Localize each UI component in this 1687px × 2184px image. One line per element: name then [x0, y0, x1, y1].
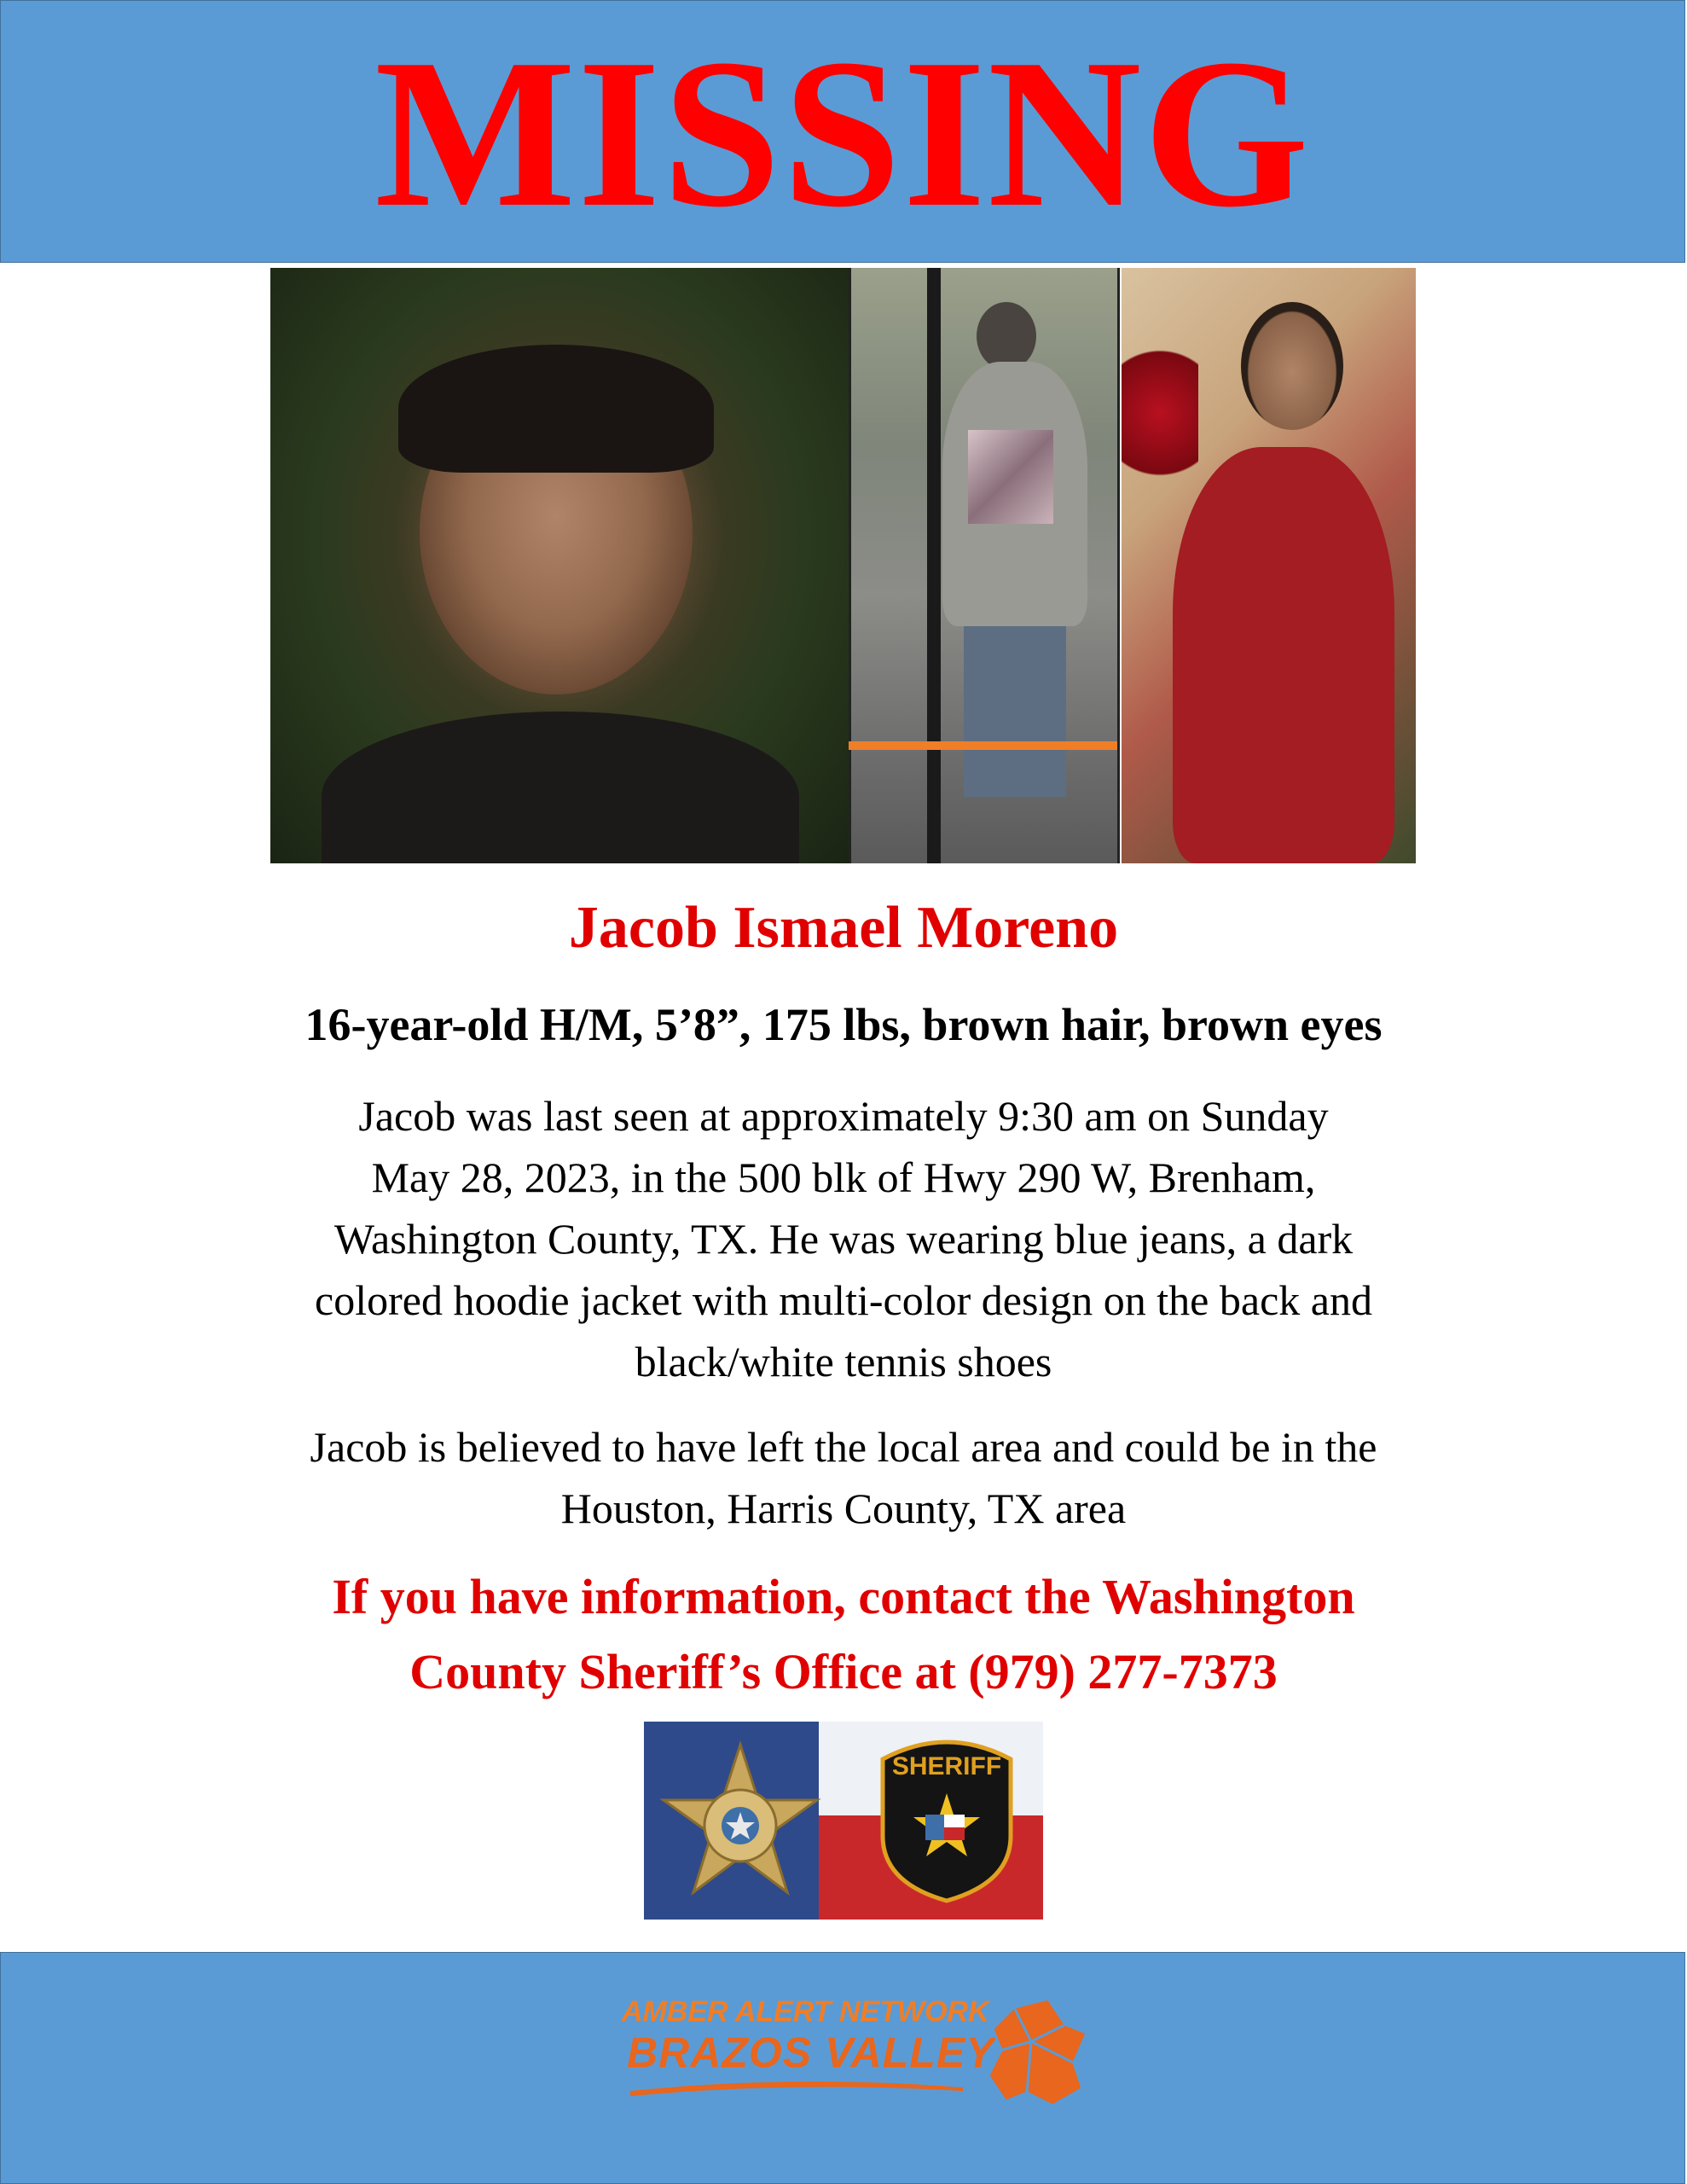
last-seen-paragraph: [0, 1085, 1687, 1392]
last-seen-line: Jacob was last seen at approximately 9:30 am on Sunday: [358, 1092, 1329, 1140]
red-shirt-photo: [1122, 268, 1416, 863]
sheriff-patch-icon: [874, 1734, 1019, 1904]
contact-line: If you have information, contact the Washington: [332, 1569, 1355, 1624]
amber-alert-logo: [622, 1995, 1099, 2140]
sheriff-star-icon: [659, 1740, 821, 1902]
patch-title: SHERIFF: [891, 1752, 1002, 1780]
location-line: Jacob is believed to have left the local area and could be in the: [310, 1423, 1377, 1471]
last-seen-line: May 28, 2023, in the 500 blk of Hwy 290 W, Brenham,: [371, 1153, 1316, 1201]
logo-swoosh-icon: [630, 2077, 963, 2098]
logo-line-1: AMBER ALERT NETWORK: [622, 1995, 989, 2028]
missing-person-name: Jacob Ismael Moreno: [568, 895, 1119, 961]
logo-line-2: BRAZOS VALLEY: [627, 2029, 995, 2077]
contact-line: County Sheriff’s Office at (979) 277-7373: [409, 1644, 1278, 1699]
last-seen-line: colored hoodie jacket with multi-color design on the back and: [315, 1276, 1372, 1324]
missing-title: MISSING: [374, 15, 1311, 252]
surveillance-photo: [849, 268, 1120, 863]
contact-info: [0, 1560, 1687, 1710]
location-line: Houston, Harris County, TX area: [560, 1484, 1127, 1532]
face-photo: [270, 268, 849, 863]
physical-description: 16-year-old H/M, 5’8”, 175 lbs, brown hair, brown eyes: [304, 999, 1383, 1050]
county-map-icon: [980, 1999, 1091, 2110]
location-paragraph: [0, 1416, 1687, 1539]
footer-banner: [0, 1952, 1685, 2184]
sheriff-badges: [644, 1722, 1043, 1920]
last-seen-line: Washington County, TX. He was wearing blue jeans, a dark: [333, 1215, 1354, 1263]
last-seen-line: black/white tennis shoes: [635, 1338, 1052, 1385]
header-banner: [0, 0, 1685, 263]
